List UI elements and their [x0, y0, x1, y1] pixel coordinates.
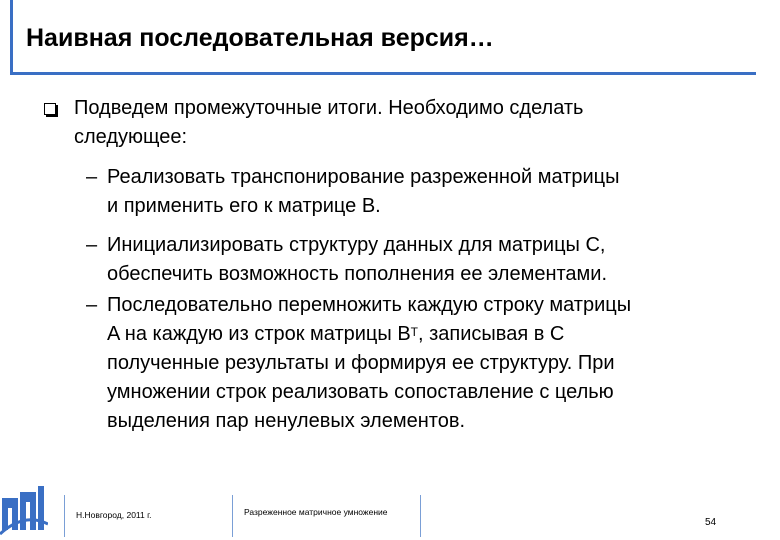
item-3-line2-a: A на каждую из строк матрицы B [107, 323, 411, 345]
item-1-line2: и применить его к матрице B. [107, 195, 381, 217]
square-bullet-icon [44, 103, 56, 115]
footer-location-date: Н.Новгород, 2011 г. [76, 510, 152, 520]
university-logo-icon [0, 468, 48, 540]
slide-title: Наивная последовательная версия… [26, 24, 494, 52]
bullet-text-line1: Подведем промежуточные итоги. Необходимо сделать [74, 97, 584, 119]
item-3-line5: выделения пар ненулевых элементов. [107, 410, 465, 432]
item-3-line2-b: , записывая в C [418, 323, 565, 345]
item-3-line4: умножении строк реализовать сопоставление с целью [107, 381, 614, 403]
dash-2: – [86, 234, 98, 256]
footer-topic: Разреженное матричное умножение [244, 507, 388, 517]
footer-divider-3 [420, 495, 421, 537]
dash-3: – [86, 294, 98, 316]
item-3-line3: полученные результаты и формируя ее структуру. При [107, 352, 615, 374]
footer-divider-2 [232, 495, 233, 537]
dash-1: – [86, 166, 98, 188]
footer-divider-1 [64, 495, 65, 537]
bullet-text-line2: следующее: [74, 126, 188, 148]
item-2-line2: обеспечить возможность пополнения ее элементами. [107, 263, 608, 285]
item-2-line1: Инициализировать структуру данных для матрицы C, [107, 234, 606, 256]
item-3-line1: Последовательно перемножить каждую строку матрицы [107, 294, 632, 316]
item-1-line1: Реализовать транспонирование разреженной матрицы [107, 166, 620, 188]
page-number: 54 [705, 517, 717, 528]
item-3-line2 [107, 322, 564, 346]
transpose-superscript: T [410, 325, 419, 339]
